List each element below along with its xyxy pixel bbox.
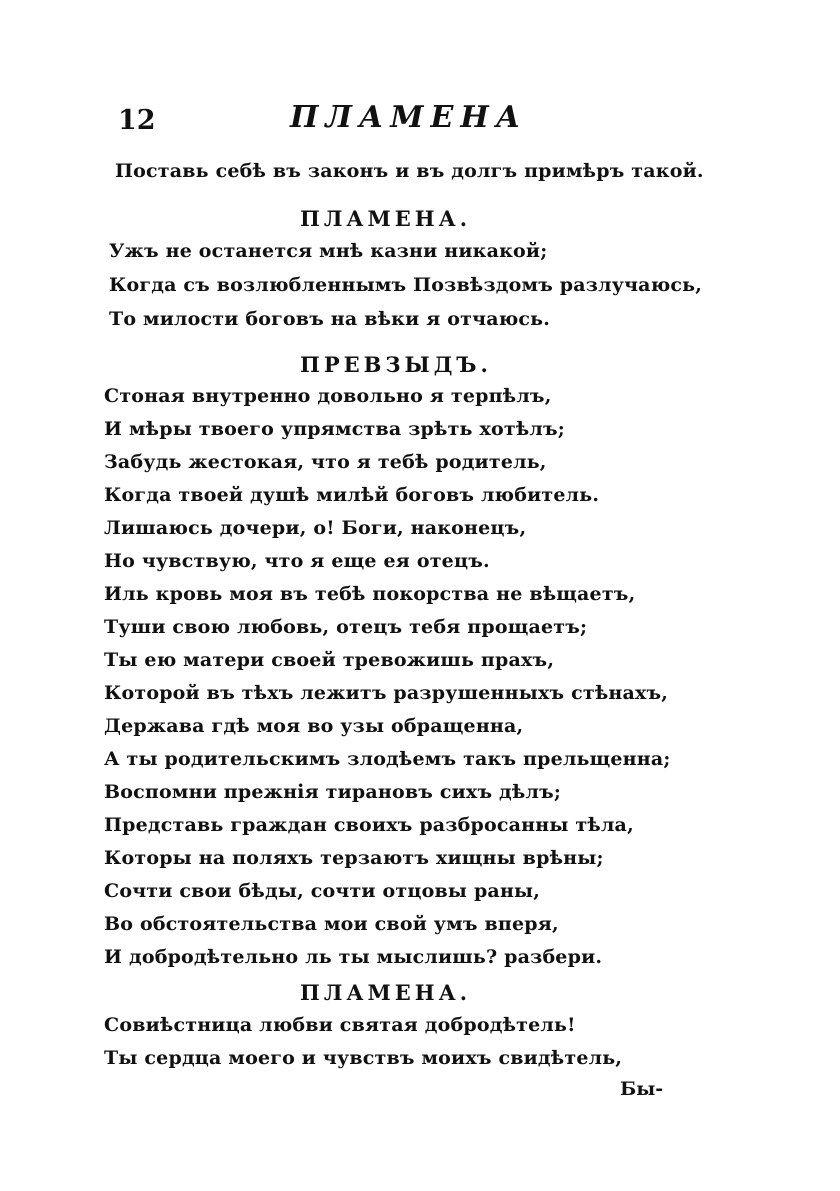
speaker-name: ПЛАМЕНА. (300, 206, 472, 231)
verse-line: Ты сердца моего и чувствъ моихъ свидѣтель, (104, 1047, 623, 1069)
verse-line: Забудь жестокая, что я тебѣ родитель, (104, 451, 547, 473)
verse-line: Представь граждан своихъ разбросанны тѣла, (104, 814, 634, 836)
verse-line: Но чувствую, что я еще ея отецъ. (104, 550, 490, 572)
verse-line: Во обстоятельства мои свой умъ вперя, (104, 913, 559, 935)
verse-line: Сочти свои бѣды, сочти отцовы раны, (104, 880, 541, 902)
verse-line: И добродѣтельно ль ты мыслишь? разбери. (104, 946, 603, 968)
running-title: ПЛАМЕНА (290, 100, 528, 135)
verse-line: Поставь себѣ въ законъ и въ долгъ примѣръ такой. (115, 160, 704, 182)
verse-line: Когда съ возлюбленнымъ Позвѣздомъ разлучаюсь, (109, 274, 703, 296)
verse-line: Стоная внутренно довольно я терпѣлъ, (104, 385, 552, 407)
verse-line: Воспомни прежнія тирановъ сихъ дѣлъ; (104, 781, 562, 803)
speaker-name: ПЛАМЕНА. (300, 980, 472, 1005)
verse-line: А ты родительскимъ злодѣемъ такъ прельщенна; (104, 748, 671, 770)
verse-line: Совиѣстница любви святая добродѣтель! (104, 1014, 576, 1036)
verse-line: Ужъ не останется мнѣ казни никакой; (109, 240, 548, 262)
verse-line: Ты ею матери своей тревожишь прахъ, (104, 649, 555, 671)
verse-line: Которой въ тѣхъ лежитъ разрушенныхъ стѣнахъ, (104, 682, 669, 704)
page-number: 12 (118, 105, 156, 136)
catchword: Бы- (620, 1078, 664, 1100)
verse-line: Иль кровь моя въ тебѣ покорства не вѣщаетъ, (104, 583, 636, 605)
verse-line: Держава гдѣ моя во узы обращенна, (104, 715, 524, 737)
verse-line: Которы на поляхъ терзаютъ хищны врѣны; (104, 847, 604, 869)
verse-line: То милости боговъ на вѣки я отчаюсь. (109, 308, 551, 330)
speaker-name: ПРЕВЗЫДЪ. (300, 352, 492, 377)
verse-line: Когда твоей душѣ милѣй боговъ любитель. (104, 484, 600, 506)
verse-line: Туши свою любовь, отецъ тебя прощаетъ; (104, 616, 588, 638)
verse-line: Лишаюсь дочери, о! Боги, наконецъ, (104, 517, 527, 539)
verse-line: И мѣры твоего упрямства зрѣть хотѣлъ; (104, 418, 565, 440)
